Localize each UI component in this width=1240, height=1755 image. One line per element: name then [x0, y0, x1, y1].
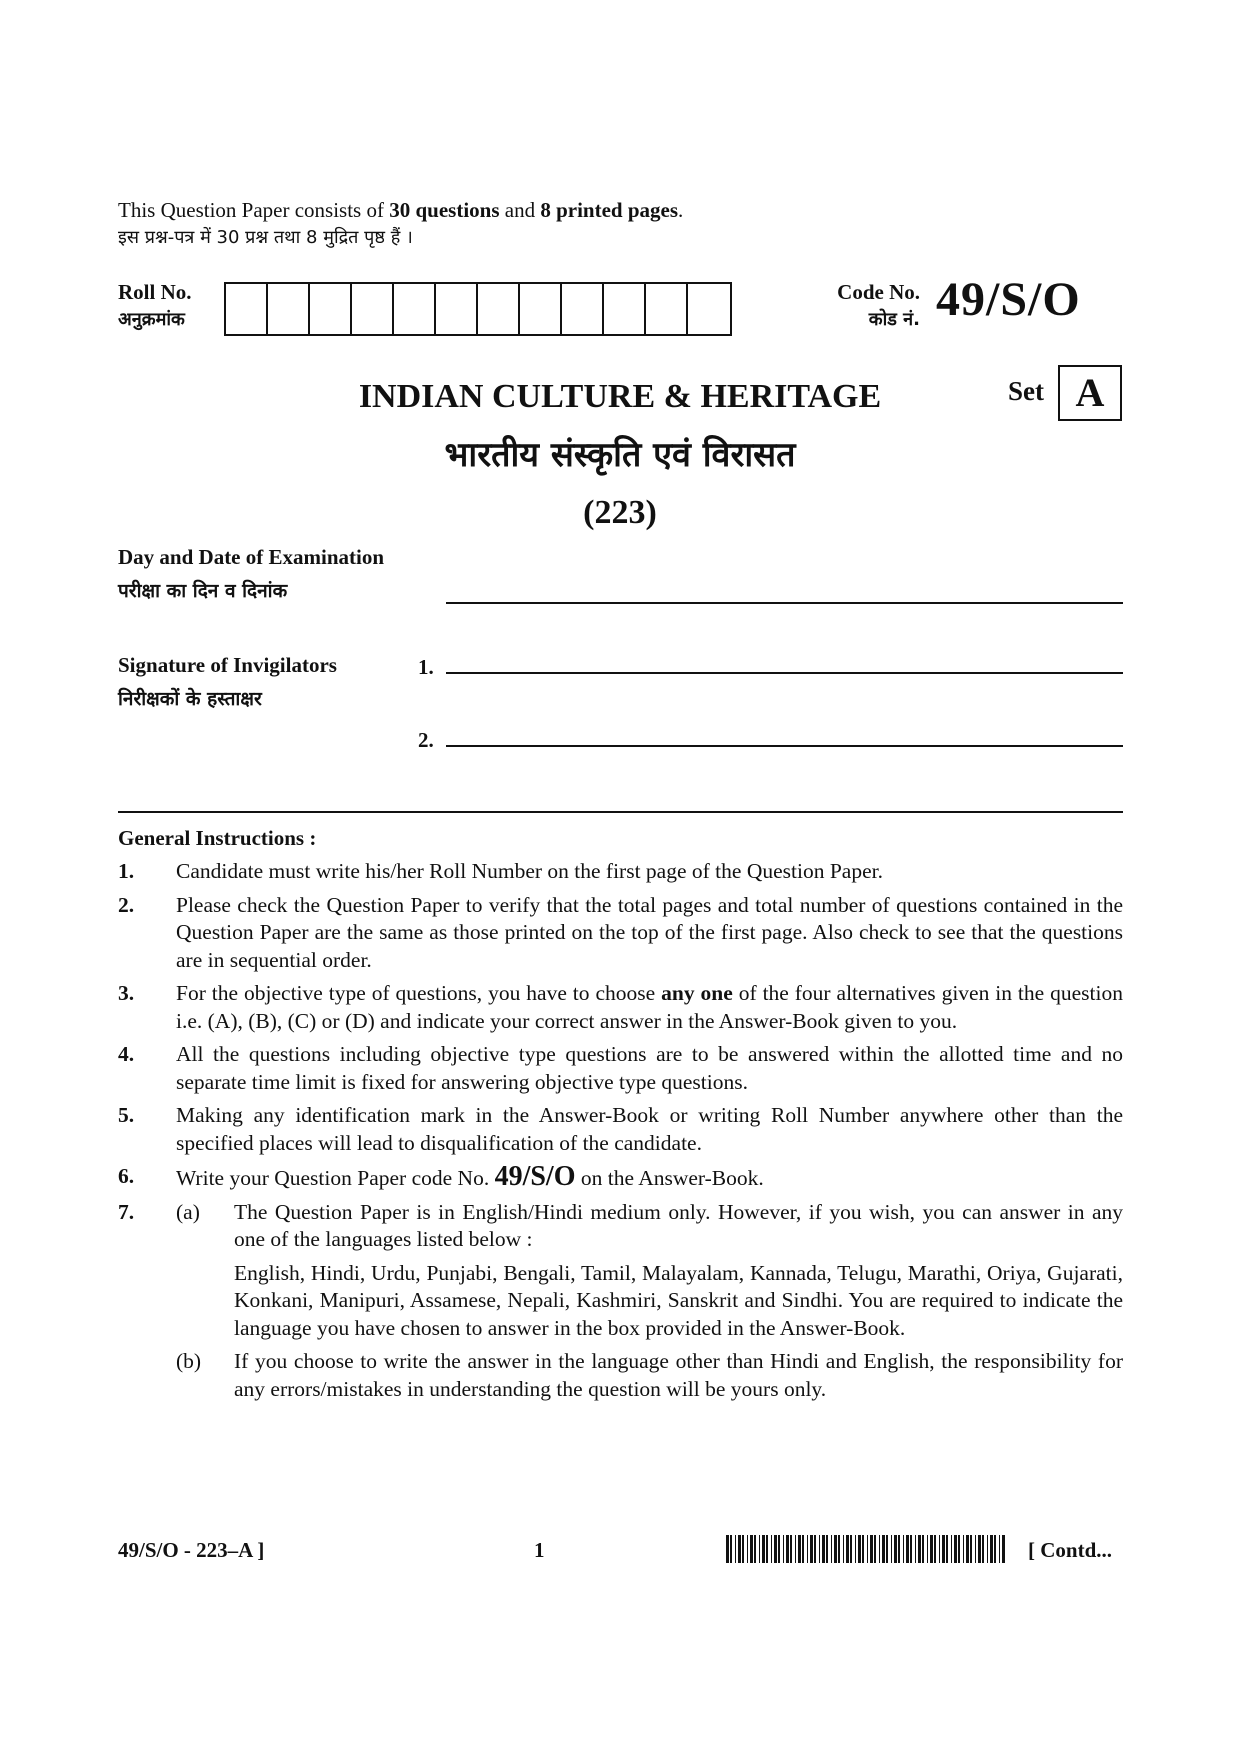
roll-number-cell[interactable] [604, 284, 646, 334]
code-number-label: Code No. कोड नं. [837, 280, 920, 330]
code-number-value: 49/S/O [936, 273, 1081, 326]
signature-2-line[interactable] [446, 745, 1123, 747]
roll-number-label: Roll No. अनुक्रमांक [118, 280, 192, 330]
continued-label: [ Contd... [1028, 1538, 1113, 1562]
signature-2-number: 2. [418, 728, 434, 752]
roll-number-cell[interactable] [688, 284, 730, 334]
page-number: 1 [534, 1538, 545, 1562]
instruction-item: 4. All the questions including objective type questions are to be answered within the allotted time and no separate time limit is fixed for answering objective type questions. [118, 1042, 1123, 1094]
instructions-heading: General Instructions : [118, 826, 317, 850]
instructions-list [118, 858, 1123, 1415]
subject-title-hindi: भारतीय संस्कृति एवं विरासत [444, 435, 796, 475]
instruction-subitem: (b) If you choose to write the answer in the language other than Hindi and English, the responsibility for any errors/mistakes in understanding the question will be yours only. [176, 1349, 1123, 1401]
footer-paper-code: 49/S/O - 223–A ] [118, 1538, 265, 1562]
barcode-icon [726, 1535, 1006, 1563]
roll-number-cell[interactable] [268, 284, 310, 334]
instruction-item: 6. Write your Question Paper code No. 49/S/O on the Answer-Book. [118, 1161, 764, 1192]
roll-number-cell[interactable] [520, 284, 562, 334]
instruction-item [118, 1348, 1123, 1409]
instruction-item: 3. For the objective type of questions, you have to choose any one of the four alternatives given in the question i.e. (A), (B), (C) or (D) and indicate your correct answer in the Answer-Book given to you. [118, 981, 1123, 1033]
set-label: Set [1008, 376, 1044, 406]
roll-number-cell[interactable] [478, 284, 520, 334]
section-divider [118, 811, 1123, 813]
roll-number-cell[interactable] [562, 284, 604, 334]
language-list: English, Hindi, Urdu, Punjabi, Bengali, Tamil, Malayalam, Kannada, Telugu, Marathi, Oriya, Gujarati, Konkani, Manipuri, Assamese, Nepali, Kashmiri, Sanskrit and Sindhi. You are required to indicate the language you have chosen to answer in the box provided in the Answer-Book. [234, 1260, 1123, 1340]
instruction-item: 5. Making any identification mark in the Answer-Book or writing Roll Number anywhere other than the specified places will lead to disqualification of the candidate. [118, 1103, 1123, 1155]
roll-number-cell[interactable] [310, 284, 352, 334]
invigilator-signature-label: Signature of Invigilators निरीक्षकों के हस्ताक्षर [118, 653, 337, 710]
exam-date-line[interactable] [446, 602, 1123, 604]
paper-info [118, 196, 683, 252]
signature-1-line[interactable] [446, 672, 1123, 674]
instruction-subitem: (a) The Question Paper is in English/Hindi medium only. However, if you wish, you can answer in any one of the languages listed below : [176, 1199, 1123, 1251]
instruction-item: 7. (a) The Question Paper is in English/Hindi medium only. However, if you wish, you can answer in any one of the languages listed below : [118, 1199, 1123, 1260]
roll-number-cell[interactable] [394, 284, 436, 334]
subject-code: (223) [583, 494, 657, 531]
roll-number-cell[interactable] [226, 284, 268, 334]
instruction-item: 1. Candidate must write his/her Roll Number on the first page of the Question Paper. [118, 859, 883, 883]
set-value-box: A [1058, 365, 1122, 421]
exam-date-label: Day and Date of Examination परीक्षा का दिन व दिनांक [118, 545, 385, 602]
signature-1-number: 1. [418, 655, 434, 679]
paper-info-english: This Question Paper consists of 30 questions and 8 printed pages. [118, 198, 684, 222]
roll-number-cell[interactable] [646, 284, 688, 334]
roll-number-cell[interactable] [436, 284, 478, 334]
paper-info-hindi: इस प्रश्न-पत्र में 30 प्रश्न तथा 8 मुद्रित पृष्ठ हैं । [118, 227, 413, 248]
instruction-item: 2. Please check the Question Paper to verify that the total pages and total number of questions contained in the Question Paper are the same as those printed on the top of the first page. Also check to see that the questions are in sequential order. [118, 892, 1123, 972]
roll-number-cell[interactable] [352, 284, 394, 334]
roll-number-boxes[interactable] [224, 282, 732, 336]
subject-title-english: INDIAN CULTURE & HERITAGE [358, 378, 882, 415]
